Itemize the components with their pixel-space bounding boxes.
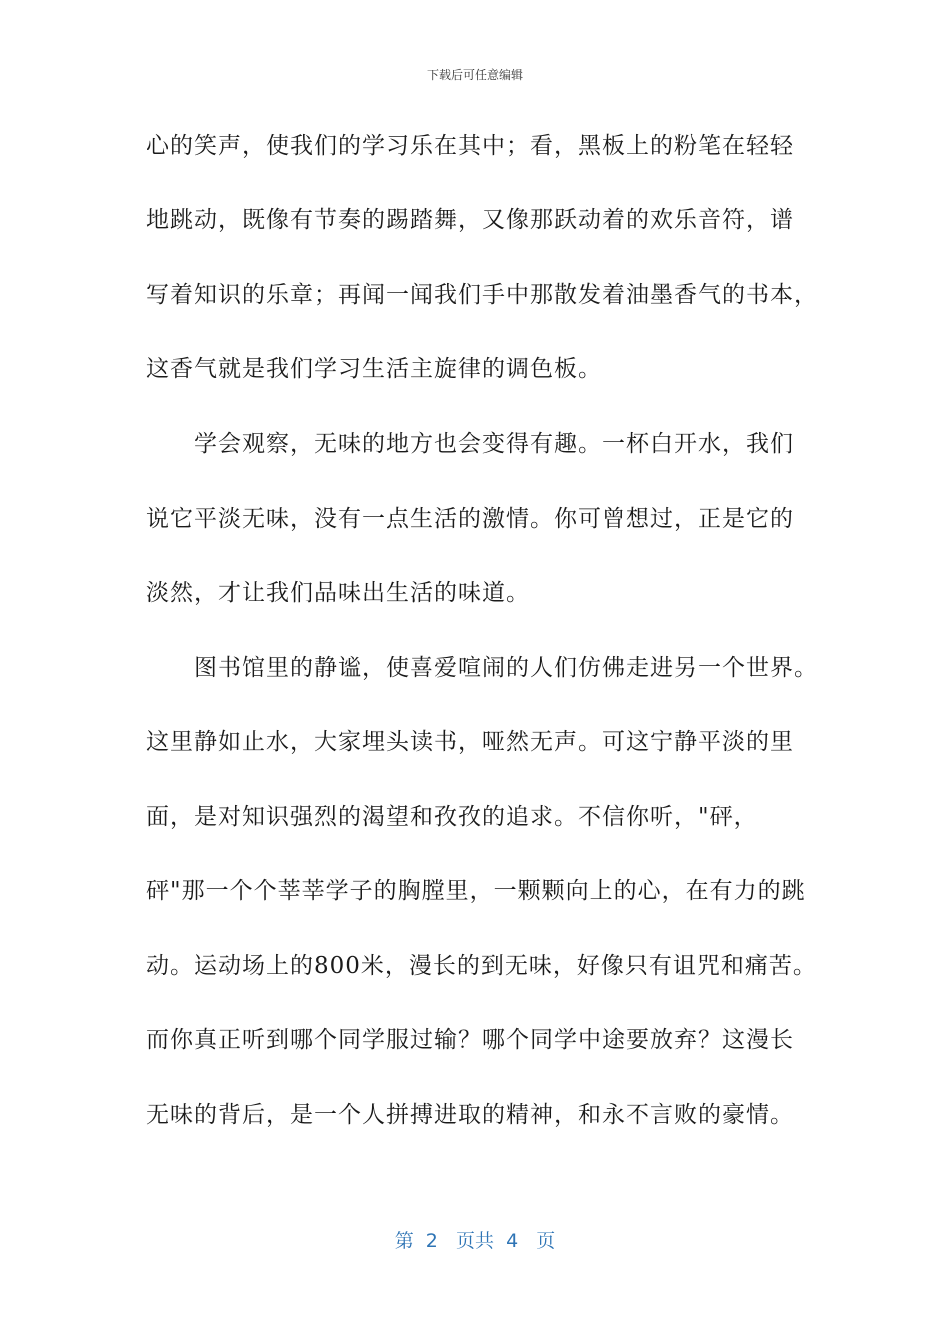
text-line-6: 说它平淡无味，没有一点生活的激情。你可曾想过，正是它的	[146, 506, 794, 532]
paragraph-start-observe: 学会观察，无味的地方也会变得有趣。一杯白开水，我们	[194, 431, 794, 457]
text-line-13: 而你真正听到哪个同学服过输？哪个同学中途要放弃？这漫长	[146, 1027, 794, 1053]
text-line-12: 动。运动场上的800米，漫长的到无味，好像只有诅咒和痛苦。	[146, 953, 817, 979]
page-header-note: 下载后可任意编辑	[426, 68, 523, 82]
text-line-10: 面，是对知识强烈的渴望和孜孜的追求。不信你听，"砰，	[146, 804, 758, 830]
text-line-3: 写着知识的乐章；再闻一闻我们手中那散发着油墨香气的书本，	[146, 282, 818, 308]
paragraph-start-library: 图书馆里的静谧，使喜爱喧闹的人们仿佛走进另一个世界。	[194, 655, 818, 681]
text-line-9: 这里静如止水，大家埋头读书，哑然无声。可这宁静平淡的里	[146, 729, 794, 755]
text-line-1: 心的笑声，使我们的学习乐在其中；看，黑板上的粉笔在轻轻	[146, 133, 794, 159]
text-line-4: 这香气就是我们学习生活主旋律的调色板。	[146, 356, 602, 382]
page-number-footer: 第 2 页共 4 页	[394, 1230, 556, 1252]
text-line-11: 砰"那一个个莘莘学子的胸膛里，一颗颗向上的心，在有力的跳	[146, 878, 806, 904]
text-line-14: 无味的背后，是一个人拼搏进取的精神，和永不言败的豪情。	[146, 1102, 794, 1128]
text-line-7: 淡然，才让我们品味出生活的味道。	[146, 580, 530, 606]
text-line-2: 地跳动，既像有节奏的踢踏舞，又像那跃动着的欢乐音符，谱	[146, 207, 794, 233]
